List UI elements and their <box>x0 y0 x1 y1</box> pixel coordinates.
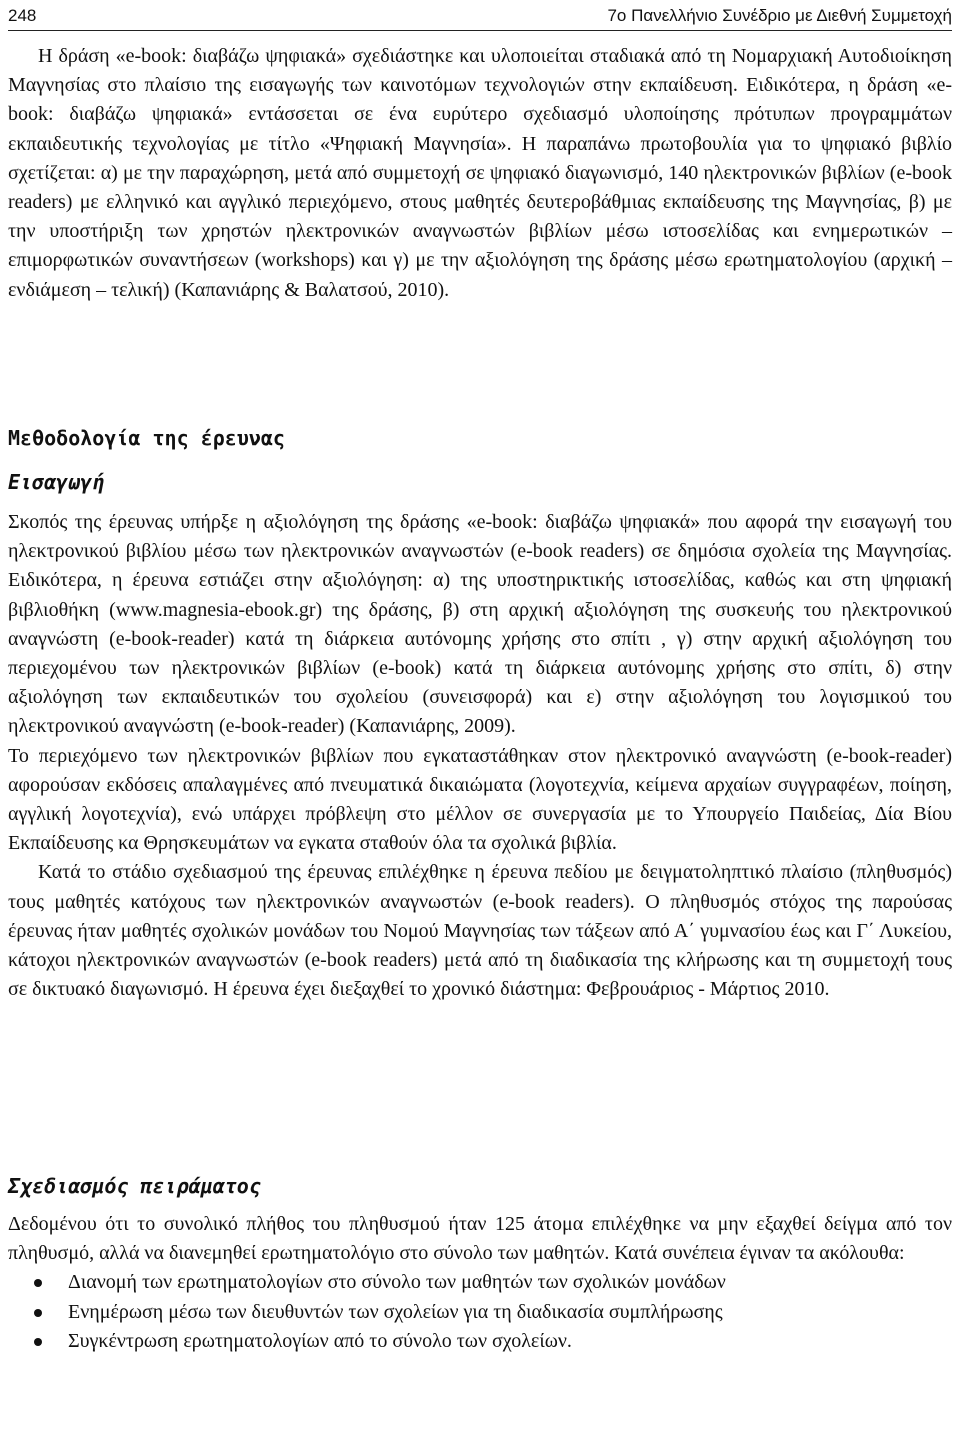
experiment-design-section-body <box>8 1210 952 1356</box>
subsection-heading-introduction: Εισαγωγή <box>8 470 105 494</box>
page-number: 248 <box>8 6 37 25</box>
conference-title: 7ο Πανελλήνιο Συνέδριο με Διεθνή Συμμετοχή <box>607 6 952 25</box>
introduction-paragraph-2: Το περιεχόμενο των ηλεκτρονικών βιβλίων που εγκαταστάθηκαν στον ηλεκτρονικό αναγνώστη (e-book-reader) αφορούσαν εκδόσεις απαλαγμένες από πνευματικά δικαιώματα (λογοτεχνία, κείμενα αρχαίων συγγραφέων, ποίηση, αγγλική λογοτεχνία), ενώ υπάρχει πρόβλεψη στο μέλλον σε συνεργασία με το Υπουργείο Παιδείας, Δία Βίου Εκπαίδευσης κα Θρησκευμάτων να εγκατα σταθούν όλα τα σχολικά βιβλία. <box>8 744 952 855</box>
list-item-text: Συγκέντρωση ερωτηματολογίων από το σύνολο των σχολείων. <box>68 1329 572 1352</box>
list-item-text: Ενημέρωση μέσω των διευθυντών των σχολείων για τη διαδικασία συμπλήρωσης <box>68 1300 723 1323</box>
experiment-design-paragraph: Δεδομένου ότι το συνολικό πλήθος του πληθυσμού ήταν 125 άτομα επιλέχθηκε να μην εξαχθεί δείγμα από τον πληθυσμό, αλλά να διανεμηθεί ερωτηματολόγιο στο σύνολο των μαθητών. Κατά συνέπεια έγιναν τα ακόλουθα: <box>8 1213 952 1265</box>
introduction-paragraph-3: Κατά το στάδιο σχεδιασμού της έρευνας επιλέχθηκε η έρευνα πεδίου με δειγματοληπτικό πλαίσιο (πληθυσμός) τους μαθητές κατόχους των ηλεκτρονικών αναγνωστών (e-book readers). Ο πληθυσμός στόχος της παρούσας έρευνας ήταν μαθητές σχολικών μονάδων του Νομού Μαγνησίας των τάξεων από Α΄ γυμνασίου έως και Γ΄ Λυκείου, κάτοχοι ηλεκτρονικών αναγνωστών (e-book readers) μετά από τη διαδικασία της κλήρωσης και τη συμμετοχή τους σε δικτυακό διαγωνισμό. Η έρευνα έχει διεξαχθεί το χρονικό διάστημα: Φεβρουάριος - Μάρτιος 2010. <box>8 861 952 1001</box>
procedure-bullet-list <box>8 1268 952 1356</box>
page-header <box>8 4 952 31</box>
list-item-text: Διανομή των ερωτηματολογίων στο σύνολο των μαθητών των σχολικών μονάδων <box>68 1271 726 1294</box>
introduction-paragraph-1: Σκοπός της έρευνας υπήρξε η αξιολόγηση της δράσης «e-book: διαβάζω ψηφιακά» που αφορά την εισαγωγή του ηλεκτρονικού βιβλίου μέσω των ηλεκτρονικών αναγνωστών (e-book readers) σε δημόσια σχολεία της Μαγνησίας. Ειδικότερα, η έρευνα εστιάζει στην αξιολόγηση: α) της υποστηρικτικής ιστοσελίδας, καθώς και στη ψηφιακή βιβλιοθήκη (www.magnesia-ebook.gr) της δράσης, β) στη αρχική αξιολόγηση της συσκευής του ηλεκτρονικού αναγνώστη (e-book-reader) κατά τη διάρκεια αυτόνομης χρήσης στο σπίτι , γ) στην αρχική αξιολόγηση του περιεχομένου των ηλεκτρονικών βιβλίων (e-book) κατά τη διάρκεια αυτόνομης χρήσης στο σπίτι, δ) στην αξιολόγηση των εκπαιδευτικών του σχολείου (συνεισφορά) και ε) στην αξιολόγηση του λογισμικού του ηλεκτρονικού αναγνώστη (e-book-reader) (Καπανιάρης, 2009). <box>8 511 952 738</box>
bullet-icon <box>34 1279 42 1287</box>
subsection-heading-experiment-design: Σχεδιασμός πειράματος <box>8 1174 261 1198</box>
introduction-section-body <box>8 508 952 1004</box>
intro-paragraph <box>8 42 952 305</box>
section-heading-methodology: Μεθοδολογία της έρευνας <box>8 426 285 450</box>
list-item <box>8 1327 952 1356</box>
list-item <box>8 1268 952 1297</box>
intro-paragraph-text: Η δράση «e-book: διαβάζω ψηφιακά» σχεδιάστηκε και υλοποιείται σταδιακά από τη Νομαρχιακή Αυτοδιοίκηση Μαγνησίας στο πλαίσιο της εισαγωγής των καινοτόμων τεχνολογιών στην εκπαίδευση. Ειδικότερα, η δράση «e-book: διαβάζω ψηφιακά» εντάσσεται σε ένα ευρύτερο σχεδιασμό υλοποίησης πρότυπων προγραμμάτων εκπαιδευτικής τεχνολογίας με τίτλο «Ψηφιακή Μαγνησία». Η παραπάνω πρωτοβουλία για το ψηφιακό βιβλίο σχετίζεται: α) με την παραχώρηση, μετά από συμμετοχή σε ψηφιακό διαγωνισμό, 140 ηλεκτρονικών βιβλίων (e-book readers) με ελληνικό και αγγλικό περιεχόμενο, στους μαθητές δευτεροβάθμιας εκπαίδευσης της Μαγνησίας, β) με την υποστήριξη των χρηστών ηλεκτρονικών αναγνωστών βιβλίων μέσω ιστοσελίδας και ενημερωτικών – επιμορφωτικών συναντήσεων (workshops) και γ) με την αξιολόγηση της δράσης μέσω ερωτηματολογίου (αρχική – ενδιάμεση – τελική) (Καπανιάρης & Βαλατσού, 2010). <box>8 45 952 301</box>
list-item <box>8 1298 952 1327</box>
bullet-icon <box>34 1338 42 1346</box>
bullet-icon <box>34 1309 42 1317</box>
